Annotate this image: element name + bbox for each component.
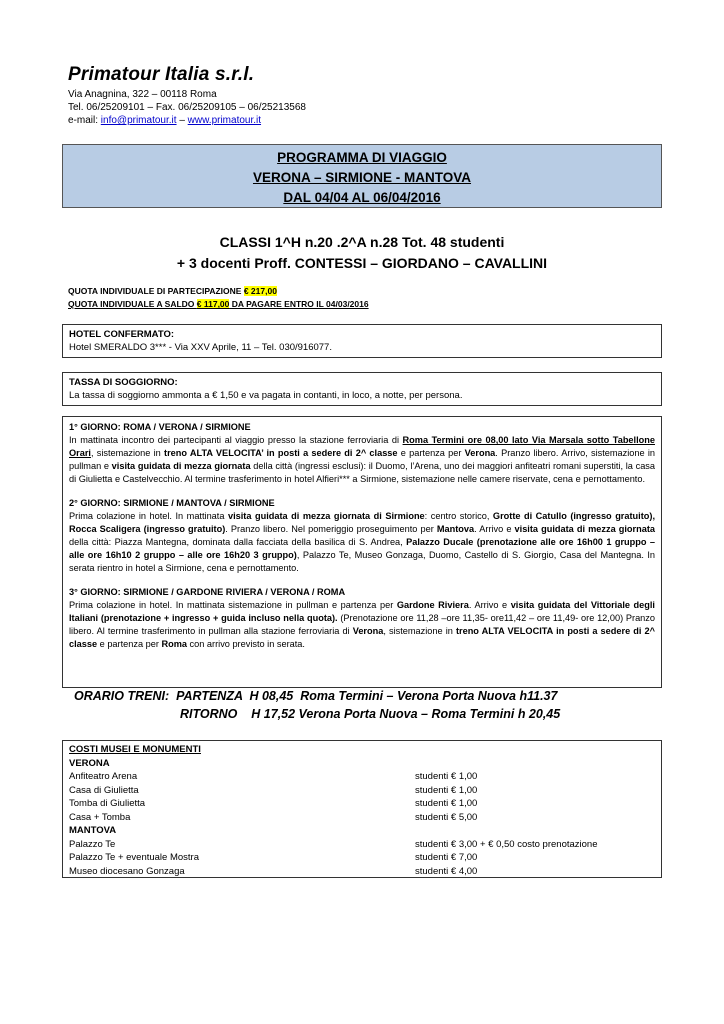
day3-text: Prima colazione in hotel. In mattinata sistemazione in pullman e partenza per Gardone Riviera. Arrivo e visita guidata del Vittoriale degli Italiani (prenotazione + ingresso + guida incluso nella quota). (Prenotazione ore 11,28 –ore 11,35- ore11,42 – ore 11,49- ore 12,00) Pranzo libero. Al termine trasferimento in pullman alla stazione ferroviaria di Verona, sistemazione in treno ALTA VELOCITA in posti a sedere di 2^ classe e partenza per Roma con arrivo previsto in serata. bbox=[69, 600, 656, 649]
costi-verona-list bbox=[69, 770, 655, 824]
cost-item-price: studenti € 4,00 bbox=[415, 865, 478, 877]
cost-row bbox=[69, 851, 655, 865]
cost-row bbox=[69, 838, 655, 852]
email-link[interactable]: info@primatour.it bbox=[100, 115, 177, 126]
cost-item-price: studenti € 5,00 bbox=[415, 811, 478, 823]
orario-ritorno: RITORNO H 17,52 Verona Porta Nuova – Roma Termini h 20,45 bbox=[180, 707, 561, 721]
cost-row bbox=[69, 811, 655, 825]
hotel-text: Hotel SMERALDO 3*** - Via XXV Aprile, 11 – Tel. 030/916077. bbox=[69, 342, 332, 353]
costi-box bbox=[62, 740, 662, 878]
day2-text: Prima colazione in hotel. In mattinata visita guidata di mezza giornata di Sirmione: centro storico, Grotte di Catullo (ingresso gratuito), Rocca Scaligera (ingresso gratuito). Pranzo libero. Nel pomeriggio proseguimento per Mantova. Arrivo e visita guidata di mezza giornata della città: Piazza Mantegna, dominata dalla facciata della basilica di S. Andrea, Palazzo Ducale (prenotazione alle ore 16h00 1 gruppo – alle ore 16h10 2 gruppo – alle ore 16h20 3 gruppo), Palazzo Te, Museo Gonzaga, Duomo, Castello di S. Giorgio, Casa del Mantegna. In serata rientro in hotel a Sirmione, cena e pernottamento. bbox=[69, 511, 656, 573]
cost-item-name: Museo diocesano Gonzaga bbox=[69, 865, 185, 877]
cost-item-name: Palazzo Te + eventuale Mostra bbox=[69, 852, 199, 863]
day1-text: In mattinata incontro dei partecipanti al viaggio presso la stazione ferroviaria di Roma Termini ore 08,00 lato Via Marsala sotto Tabellone Orari, sistemazione in treno ALTA VELOCITA’ in posti a sedere di 2^ classe e partenza per Verona. Pranzo libero. Arrivo, sistemazione in pullman e visita guidata di mezza giornata della città (ingressi esclusi): il Duomo, l’Arena, uno dei maggiori anfiteatri romani superstiti, la casa di Giulietta e Castelvecchio. Al termine trasferimento in hotel Alfieri*** a Sirmione, sistemazione nelle camere riservate, cena e pernottamento. bbox=[69, 435, 656, 484]
quota-saldo bbox=[68, 299, 369, 309]
hotel-box bbox=[62, 324, 662, 358]
cost-item-price: studenti € 3,00 + € 0,50 costo prenotazione bbox=[415, 838, 598, 850]
day2-title: 2° GIORNO: SIRMIONE / MANTOVA / SIRMIONE bbox=[69, 498, 275, 508]
cost-item-name: Tomba di Giulietta bbox=[69, 798, 146, 809]
company-contacts bbox=[68, 114, 261, 127]
cost-item-price: studenti € 1,00 bbox=[415, 784, 478, 796]
cost-item-name: Casa + Tomba bbox=[69, 811, 131, 823]
cost-item-name: Casa di Giulietta bbox=[69, 784, 139, 796]
cost-item-price: studenti € 7,00 bbox=[415, 852, 478, 863]
cost-row bbox=[69, 865, 655, 879]
cost-row bbox=[69, 784, 655, 798]
classi-line2: + 3 docenti Proff. CONTESSI – GIORDANO – CAVALLINI bbox=[176, 255, 548, 271]
costi-verona-heading: VERONA bbox=[69, 757, 110, 769]
cost-row bbox=[69, 797, 655, 811]
costi-mantova-heading: MANTOVA bbox=[69, 825, 117, 836]
quota-saldo-label: QUOTA INDIVIDUALE A SALDO bbox=[68, 299, 197, 309]
quota-part-value: € 217,00 bbox=[243, 286, 277, 296]
programma-title: PROGRAMMA DI VIAGGIO bbox=[277, 150, 447, 165]
website-link[interactable]: www.primatour.it bbox=[187, 115, 262, 126]
company-name: Primatour Italia s.r.l. bbox=[68, 64, 255, 85]
cost-item-price: studenti € 1,00 bbox=[415, 771, 478, 782]
cost-row bbox=[69, 770, 655, 784]
costi-mantova-list bbox=[69, 838, 655, 879]
quota-saldo-suffix: DA PAGARE ENTRO IL 04/03/2016 bbox=[229, 299, 369, 309]
cost-item-name: Anfiteatro Arena bbox=[69, 771, 138, 782]
tassa-box bbox=[62, 372, 662, 406]
quota-partecipazione bbox=[68, 286, 277, 296]
orario-partenza: ORARIO TRENI: PARTENZA H 08,45 Roma Termini – Verona Porta Nuova h11.37 bbox=[74, 689, 558, 703]
company-address: Via Anagnina, 322 – 00118 Roma bbox=[68, 89, 217, 100]
cost-item-price: studenti € 1,00 bbox=[415, 798, 478, 809]
hotel-heading: HOTEL CONFERMATO: bbox=[69, 329, 175, 340]
quota-saldo-value: € 117,00 bbox=[196, 299, 230, 309]
classi-line1: CLASSI 1^H n.20 .2^A n.28 Tot. 48 studenti bbox=[219, 234, 505, 250]
cost-item-name: Palazzo Te bbox=[69, 838, 116, 850]
tassa-heading: TASSA DI SOGGIORNO: bbox=[69, 377, 178, 388]
company-phone: Tel. 06/25209101 – Fax. 06/25209105 – 06/25213568 bbox=[68, 102, 306, 113]
programma-box bbox=[62, 144, 662, 208]
email-prefix: e-mail: bbox=[68, 115, 101, 126]
costi-heading: COSTI MUSEI E MONUMENTI bbox=[69, 744, 201, 755]
day1-title: 1° GIORNO: ROMA / VERONA / SIRMIONE bbox=[69, 422, 251, 432]
tassa-text: La tassa di soggiorno ammonta a € 1,50 e va pagata in contanti, in loco, a notte, per persona. bbox=[69, 390, 463, 401]
programma-dates: DAL 04/04 AL 06/04/2016 bbox=[283, 190, 441, 205]
quota-part-label: QUOTA INDIVIDUALE DI PARTECIPAZIONE bbox=[68, 286, 244, 296]
day3-title: 3° GIORNO: SIRMIONE / GARDONE RIVIERA / VERONA / ROMA bbox=[69, 587, 346, 597]
contact-separator: – bbox=[176, 115, 188, 126]
itinerary-box bbox=[62, 416, 662, 688]
programma-route: VERONA – SIRMIONE - MANTOVA bbox=[252, 170, 472, 185]
